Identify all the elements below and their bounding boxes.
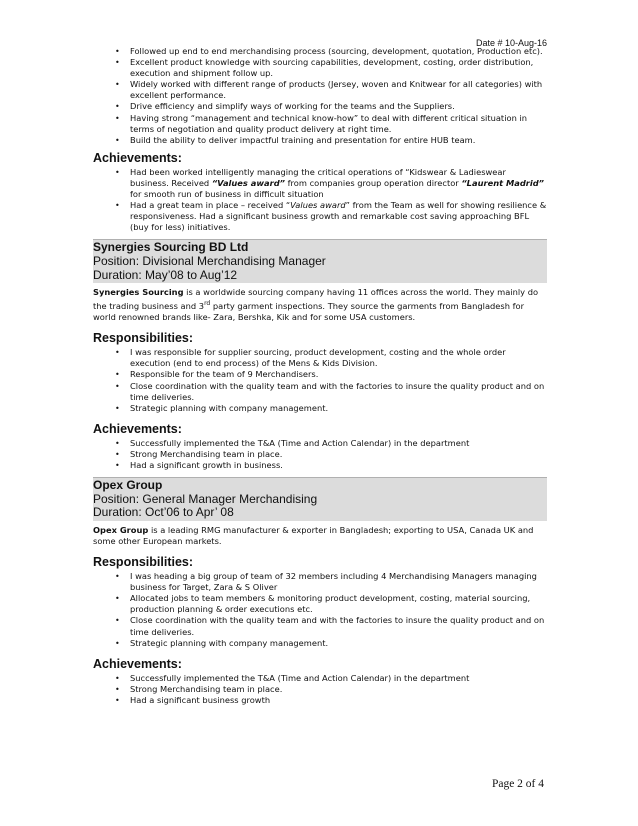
- achievements-heading: Achievements:: [93, 656, 182, 671]
- list-item: • Had a significant business growth: [93, 695, 547, 706]
- page-content: [93, 46, 547, 706]
- list-item: • Strategic planning with company management.: [93, 638, 547, 649]
- text-run: from companies group operation director: [285, 177, 462, 188]
- achievements-list: [93, 438, 547, 471]
- superscript: rd: [204, 300, 211, 308]
- achievements-heading: Achievements:: [93, 421, 182, 436]
- text-run: party garment inspections. They source the garments from Bangladesh for world renowned brands like- Zara, Bershka, Kik and for some USA customers.: [93, 301, 525, 323]
- list-item: • Strategic planning with company management.: [93, 403, 547, 414]
- top-bullet-list: [93, 46, 547, 146]
- text-run: is a leading RMG manufacturer & exporter in Bangladesh; exporting to USA, Canada UK and some other European markets.: [93, 524, 534, 546]
- achievements-heading: Achievements:: [93, 150, 182, 165]
- award-name: Values award: [290, 200, 346, 211]
- responsibilities-list: [93, 347, 547, 414]
- list-item: [93, 167, 547, 200]
- company-name-bold: Synergies Sourcing: [93, 287, 184, 298]
- list-item: • Build the ability to deliver impactful training and presentation for entire HUB team.: [93, 135, 547, 146]
- document-date: Date # 10-Aug-16: [475, 38, 547, 48]
- list-item: • Having strong “management and technical know-how” to deal with different critical situation in terms of negotiation and quality product delivery at right time.: [93, 113, 547, 135]
- list-item: • Successfully implemented the T&A (Time and Action Calendar) in the department: [93, 438, 547, 449]
- text-run: for smooth run of business in difficult situation: [130, 189, 324, 200]
- list-item: • I was heading a big group of team of 32 members including 4 Merchandising Managers managing business for Target, Zara & S Oliver: [93, 571, 547, 593]
- responsibilities-heading: Responsibilities:: [93, 331, 194, 346]
- company-name: Opex Group: [93, 478, 163, 493]
- company-intro: [93, 287, 547, 323]
- company-name-bold: Opex Group: [93, 524, 149, 535]
- text-run: is a worldwide sourcing company having 11 offices across the world. They mainly do the trading business and 3: [93, 287, 539, 312]
- list-item: • Excellent product knowledge with sourcing capabilities, development, costing, order distribution, execution and shipment follow up.: [93, 57, 547, 79]
- list-item: • I was responsible for supplier sourcing, product development, costing and the whole order execution (end to end process) of the Mens & Kids Division.: [93, 347, 547, 369]
- text-run: Had a great team in place – received “: [130, 200, 291, 211]
- list-item: • Close coordination with the quality team and with the factories to insure the quality product and on time deliveries.: [93, 381, 547, 403]
- achievements-list: [93, 167, 547, 234]
- list-item: • Drive efficiency and simplify ways of working for the teams and the Suppliers.: [93, 101, 547, 112]
- duration: Duration: May’08 to Aug’12: [93, 267, 238, 282]
- list-item: • Strong Merchandising team in place.: [93, 449, 547, 460]
- company-name: Synergies Sourcing BD Ltd: [93, 240, 249, 255]
- list-item: • Followed up end to end merchandising process (sourcing, development, quotation, Production etc).: [93, 46, 547, 57]
- company-header-opex: [93, 477, 547, 521]
- company-intro: [93, 525, 547, 547]
- achievements-list: [93, 673, 547, 706]
- list-item: • Widely worked with different range of products (Jersey, woven and Knitwear for all categories) with excellent performance.: [93, 79, 547, 101]
- responsibilities-list: [93, 571, 547, 649]
- duration: Duration: Oct’06 to Apr’ 08: [93, 505, 234, 520]
- list-item: • Responsible for the team of 9 Merchandisers.: [93, 369, 547, 380]
- list-item: • Successfully implemented the T&A (Time and Action Calendar) in the department: [93, 673, 547, 684]
- list-item: • Had a significant growth in business.: [93, 460, 547, 471]
- text-run: ” from the Team as well for showing resilience & responsiveness. Had a significant business growth and remarkable cost saving approaching BFL (buy for less) initiatives.: [130, 200, 547, 233]
- page-number: Page 2 of 4: [491, 778, 544, 790]
- company-header-synergies: [93, 239, 547, 283]
- list-item: [93, 200, 547, 233]
- list-item: • Close coordination with the quality team and with the factories to insure the quality product and on time deliveries.: [93, 615, 547, 637]
- position-title: Position: General Manager Merchandising: [93, 491, 318, 506]
- award-name: “Values award”: [211, 177, 285, 188]
- list-item: • Allocated jobs to team members & monitoring product development, costing, material sourcing, production planning & order executions etc.: [93, 593, 547, 615]
- list-item: • Strong Merchandising team in place.: [93, 684, 547, 695]
- responsibilities-heading: Responsibilities:: [93, 555, 194, 570]
- person-name: “Laurent Madrid”: [461, 177, 544, 188]
- position-title: Position: Divisional Merchandising Manager: [93, 254, 326, 268]
- text-run: Had been worked intelligently managing the critical operations of “Kidswear & Ladieswear business. Received: [130, 166, 506, 188]
